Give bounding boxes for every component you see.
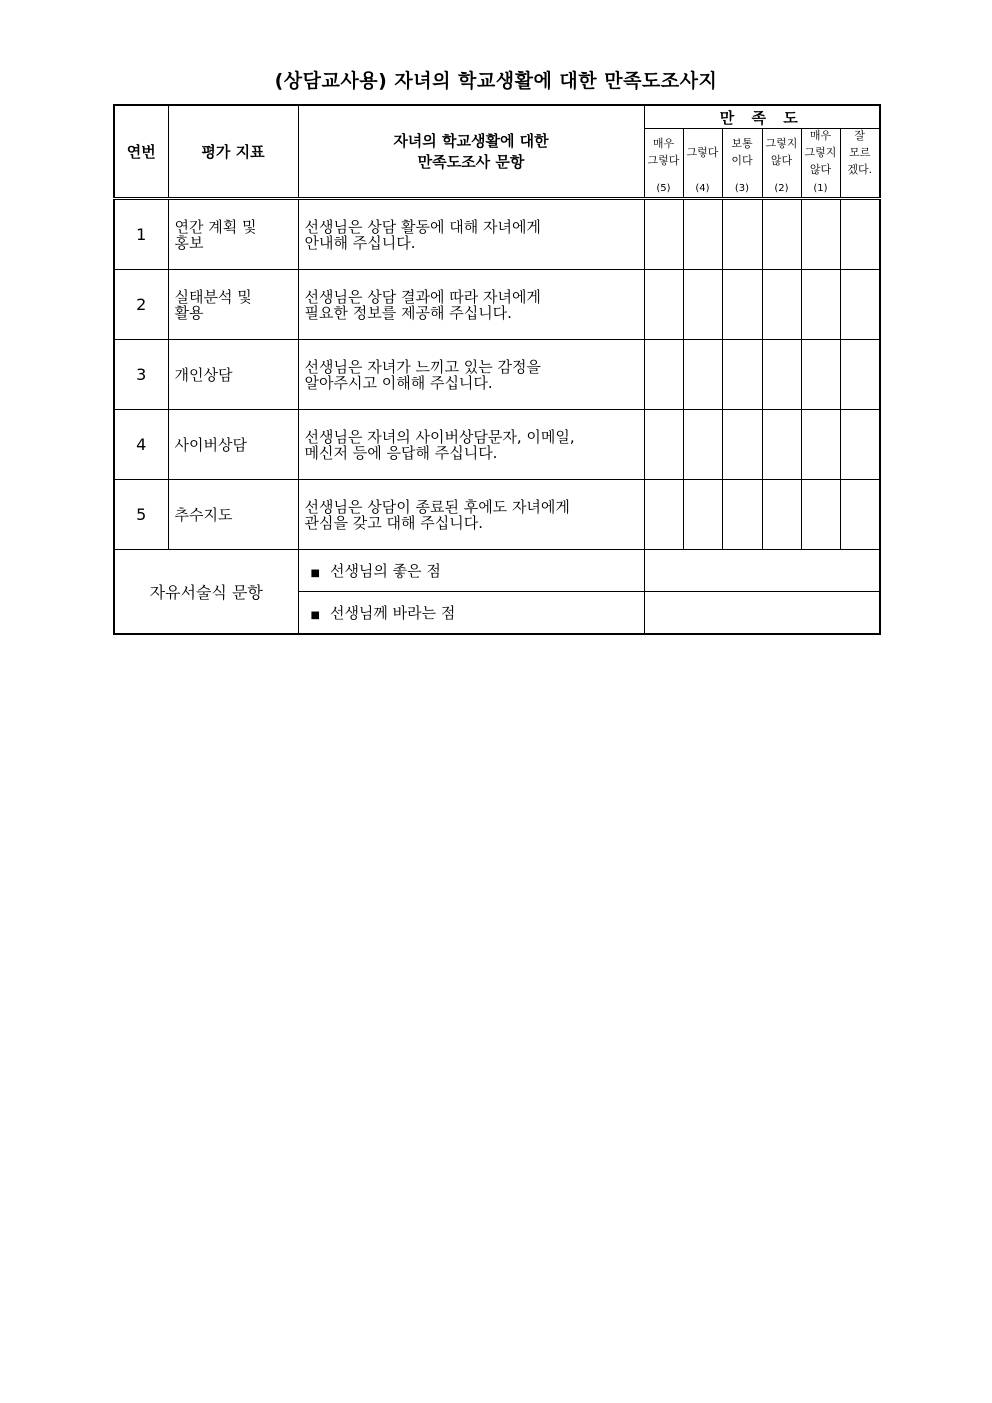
rating-cell[interactable]: [801, 340, 840, 410]
scale-number: (5): [656, 183, 671, 194]
scale-number: (3): [734, 183, 750, 194]
table-row: [114, 340, 880, 410]
rating-cell[interactable]: [683, 199, 722, 270]
rating-cell[interactable]: [762, 270, 801, 340]
table-row: [114, 270, 880, 340]
free-item-label: 선생님께 바라는 점: [329, 604, 456, 622]
bullet-icon: ■: [310, 610, 320, 621]
row-indicator: 연간 계획 및 홍보: [168, 199, 298, 270]
rating-cell[interactable]: [762, 410, 801, 480]
scale-option: [762, 129, 801, 199]
rating-cell[interactable]: [644, 410, 683, 480]
free-label: 자유서술식 문항: [114, 550, 298, 635]
scale-option: [644, 129, 683, 199]
rating-cell[interactable]: [683, 340, 722, 410]
bullet-icon: ■: [310, 568, 320, 579]
free-item-good: [298, 550, 644, 592]
table-row: [114, 410, 880, 480]
header-no: 연번: [114, 105, 168, 199]
free-item-label: 선생님의 좋은 점: [329, 562, 441, 580]
scale-number: (2): [774, 183, 789, 194]
scale-option: [683, 129, 722, 199]
rating-cell[interactable]: [644, 480, 683, 550]
rating-cell[interactable]: [840, 340, 880, 410]
scale-option: [801, 129, 840, 199]
rating-cell[interactable]: [762, 340, 801, 410]
row-question: 선생님은 자녀의 사이버상담문자, 이메일, 메신저 등에 응답해 주십니다.: [298, 410, 644, 480]
rating-cell[interactable]: [683, 270, 722, 340]
rating-cell[interactable]: [762, 480, 801, 550]
rating-cell[interactable]: [801, 480, 840, 550]
table-row: [114, 480, 880, 550]
rating-cell[interactable]: [644, 199, 683, 270]
rating-cell[interactable]: [722, 480, 762, 550]
header-satisfaction: 만 족 도: [644, 105, 880, 129]
row-indicator: 사이버상담: [168, 410, 298, 480]
free-item-wish: [298, 592, 644, 635]
rating-cell[interactable]: [722, 340, 762, 410]
scale-number: (4): [695, 183, 710, 194]
rating-cell[interactable]: [840, 270, 880, 340]
rating-cell[interactable]: [840, 410, 880, 480]
row-indicator: 실태분석 및 활용: [168, 270, 298, 340]
row-number: 3: [114, 340, 168, 410]
scale-option: [840, 129, 880, 199]
scale-option: [722, 129, 762, 199]
page-title: (상담교사용) 자녀의 학교생활에 대한 만족도조사지: [274, 70, 718, 92]
row-indicator: 추수지도: [168, 480, 298, 550]
rating-cell[interactable]: [801, 410, 840, 480]
row-number: 1: [114, 199, 168, 270]
rating-cell[interactable]: [801, 199, 840, 270]
header-indicator: 평가 지표: [168, 105, 298, 199]
header-question-line2: 만족도조사 문항: [417, 152, 525, 171]
rating-cell[interactable]: [683, 410, 722, 480]
row-number: 5: [114, 480, 168, 550]
scale-label: 그렇다: [686, 145, 719, 159]
scale-label: 그렇지 않다: [765, 137, 798, 167]
scale-label: 매우 그렇지 않다: [804, 128, 837, 176]
scale-label: 매우 그렇다: [647, 137, 680, 167]
scale-number: (1): [813, 183, 828, 194]
rating-cell[interactable]: [840, 480, 880, 550]
rating-cell[interactable]: [644, 270, 683, 340]
rating-cell[interactable]: [801, 270, 840, 340]
survey-table: [113, 104, 881, 635]
rating-cell[interactable]: [683, 480, 722, 550]
row-indicator: 개인상담: [168, 340, 298, 410]
row-question: 선생님은 자녀가 느끼고 있는 감정을 알아주시고 이해해 주십니다.: [298, 340, 644, 410]
scale-label: 보통 이다: [731, 137, 753, 167]
rating-cell[interactable]: [722, 199, 762, 270]
row-number: 4: [114, 410, 168, 480]
rating-cell[interactable]: [722, 410, 762, 480]
scale-label: 잘 모르 겠다.: [847, 128, 873, 176]
table-row: [114, 199, 880, 270]
rating-cell[interactable]: [762, 199, 801, 270]
question-rows: [114, 199, 880, 550]
rating-cell[interactable]: [722, 270, 762, 340]
header-question-line1: 자녀의 학교생활에 대한: [393, 131, 549, 150]
free-answer-wish[interactable]: [644, 592, 880, 635]
header-question: [298, 105, 644, 199]
rating-cell[interactable]: [644, 340, 683, 410]
row-question: 선생님은 상담 결과에 따라 자녀에게 필요한 정보를 제공해 주십니다.: [298, 270, 644, 340]
row-number: 2: [114, 270, 168, 340]
row-question: 선생님은 상담 활동에 대해 자녀에게 안내해 주십니다.: [298, 199, 644, 270]
rating-cell[interactable]: [840, 199, 880, 270]
row-question: 선생님은 상담이 종료된 후에도 자녀에게 관심을 갖고 대해 주십니다.: [298, 480, 644, 550]
free-answer-good[interactable]: [644, 550, 880, 592]
